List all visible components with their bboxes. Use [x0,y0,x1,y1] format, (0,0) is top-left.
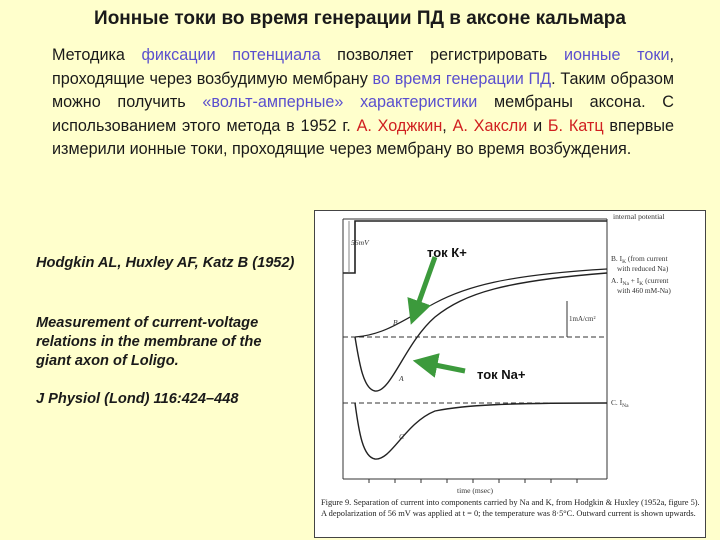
label-56mv: 56mV [351,238,369,247]
term-ion-currents: ионные токи [563,46,670,64]
reference-authors: Hodgkin AL, Huxley AF, Katz B (1952) [36,255,295,271]
curve-a-label: A [399,374,404,383]
intro-text: , проходящие через возбудимую мембрану [52,46,674,88]
arrow-na-current [425,363,465,371]
term-during-ap: во время генерации ПД [372,69,552,88]
annotation-na-current: ток Na+ [477,367,526,382]
x-axis-ticks [369,479,577,483]
annotation-k-current: ток К+ [427,245,467,260]
curve-c-label: C [399,432,405,441]
legend-a-line2: with 460 mM-Na) [617,286,671,295]
name-katz: Б. Катц [547,116,604,135]
name-huxley: А. Хаксли [452,116,528,135]
curve-c-ina [355,403,607,459]
slide-title: Ионные токи во время генерации ПД в аксоне кальмара [94,8,626,29]
term-iv-characteristics: «вольт-амперные» характеристики [202,93,478,112]
intro-text: впервые измерили ионные токи, проходящие через мембрану во время возбуждения. [52,116,674,159]
figure-panel [314,210,706,538]
x-axis-label: time (msec) [456,486,494,495]
label-current-scale: 1mA/cm² [569,315,596,323]
legend-b: B. $I_K$ (from current [611,254,668,265]
legend-a: A. $I_{Na} + I_K$ (current [611,276,669,287]
reference-title: Measurement of current-voltage relations in the membrane of the giant axon of Loligo. [36,315,262,369]
label-internal-potential: internal potential [613,212,665,221]
intro-text: , [442,116,453,135]
name-hodgkin: А. Ходжкин [356,116,443,135]
voltage-step-trace [343,221,607,273]
intro-text: и [527,116,548,135]
reference-journal: J Physiol (Lond) 116:424–448 [36,391,239,407]
intro-text: . Таким образом можно получить [52,69,674,112]
intro-text: Методика [52,46,142,64]
term-voltage-clamp: фиксации потенциала [141,46,321,64]
legend-b-line2: with reduced Na) [617,264,669,273]
legend [611,254,671,409]
figure-caption: Figure 9. Separation of current into components carried by Na and K, from Hodgkin & Huxley (1952a, figure 5). A depolarization of 56 mV was applied at t = 0; the temperature was 8·5°C. Outward current is shown upwards. [321,498,700,518]
intro-paragraph [52,44,674,162]
intro-text: позволяет регистрировать [320,46,564,64]
intro-text: мембраны аксона. С использованием этого метода в 1952 г. [52,93,674,135]
legend-c: C. $I_{Na}$ [611,398,629,409]
current-traces-plot [315,211,705,537]
curve-b-label: B [393,318,398,327]
